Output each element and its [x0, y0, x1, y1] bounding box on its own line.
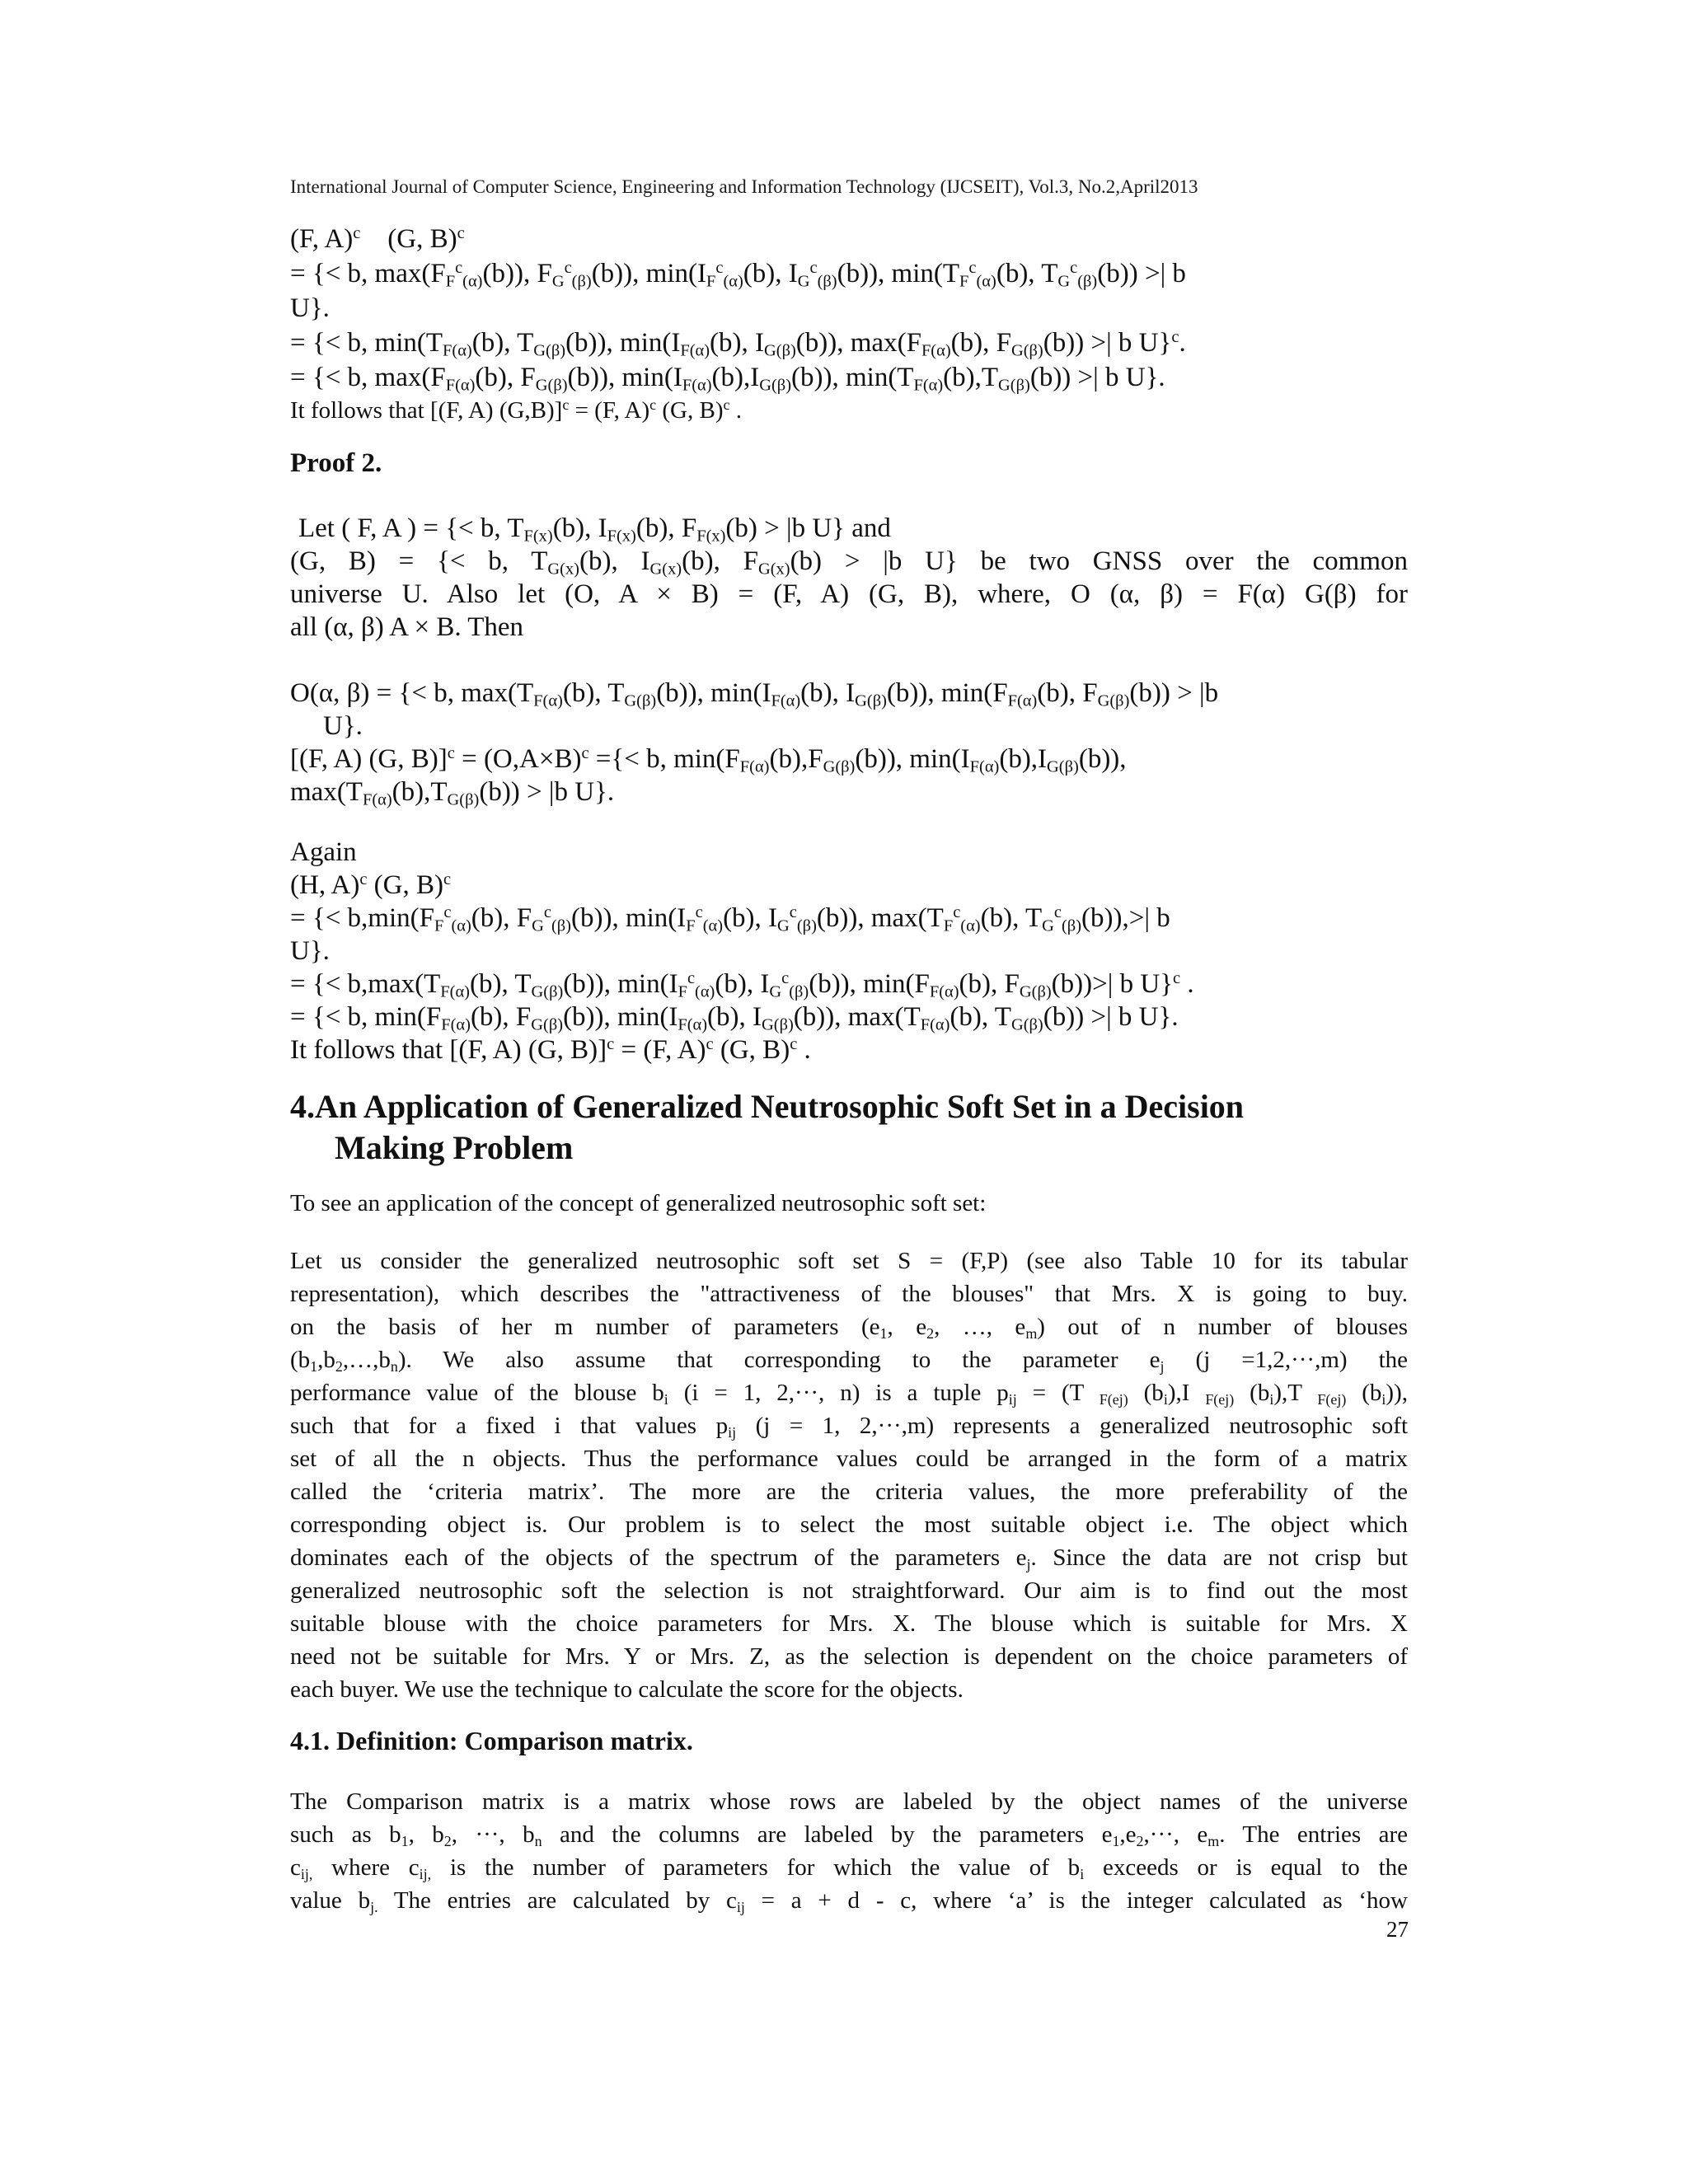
- formula-line: = {< b, $\min(T_{F(\alpha)}(b)$, $T_{G(\beta)}(b)$), $\min(I_{F(\alpha)}(b)$, $I_{G(\beta)}(b)$), $\max(F_{F(\alpha)}(b)$, $F_{G(\beta)}(b)$) >| b U}$^c$.: [290, 327, 1186, 360]
- paragraph-line: corresponding object is. Our problem is to select the most suitable object i.e. The object which: [290, 1511, 1408, 1538]
- section-heading: 4.An Application of Generalized Neutrosophic Soft Set in a Decision: [290, 1088, 1245, 1125]
- formula-line: U}.: [323, 711, 363, 741]
- formula-line: U}.: [290, 293, 330, 323]
- text-line: Again: [290, 837, 357, 867]
- formula-line: = {< b, $\max(F_{F(\alpha)}(b)$, $F_{G(\beta)}(b)$), $\min(I_{F(\alpha)}(b),I_{G(\beta)}(b))$, $\min(T_{F(\alpha)}(b),T_{G(\beta)}(b))$ >| b U}.: [290, 363, 1165, 395]
- text-line: all (α, β) A × B. Then: [290, 612, 524, 642]
- paragraph-line: value $b_{j.}$ The entries are calculated by $c_{ij} = a + d - c$, where ‘a’ is the integer calculated as ‘how: [290, 1887, 1408, 1916]
- paragraph-line: $(b_1,b_2,\dots,b_n)$. We also assume that corresponding to the parameter $e_j$ (j =1,2,···,m) the: [290, 1347, 1408, 1376]
- formula-line: Let ( F, A ) = {< b, $T_{F(x)}(b)$, $I_{F(x)}(b)$, $F_{F(x)}(b) > |b$ U} and: [298, 513, 891, 546]
- formula-line: (F, A)$^c$ (G, B)$^c$: [290, 223, 465, 254]
- intro-text: To see an application of the concept of generalized neutrosophic soft set:: [290, 1190, 987, 1216]
- paragraph-line: set of all the n objects. Thus the performance values could be arranged in the form of a matrix: [290, 1446, 1408, 1472]
- section-heading-cont: Making Problem: [335, 1129, 574, 1166]
- formula-line: = {< $b,\min(F_F^c_{(\alpha)}(b)$, $F_G^c_{(\beta)}(b)$), $\min(I_F^c_{(\alpha)}(b)$, $I_G^c_{(\beta)}(b)$), $\max(T_F^c_{(\alpha)}(b)$, $T_G^c_{(\beta)}(b)),>|$ b: [290, 902, 1170, 935]
- formula-line: It follows that [(F, A) (G, B)]$^c$ = (F, A)$^c$ (G, B)$^c$ .: [290, 1034, 811, 1065]
- formula-line: = {< b, $\min(F_{F(\alpha)}(b)$, $F_{G(\beta)}(b)$), $\min(I_{F(\alpha)}(b)$, $I_{G(\beta)}(b)$), $\max(T_{F(\alpha)}(b)$, $T_{G(\beta)}(b)$) >| b U}.: [290, 1002, 1179, 1034]
- formula-line: = {< b, $\max(F_F^c_{(\alpha)}(b))$, $F_G^c_{(\beta)}(b)$), $\min(I_F^c_{(\alpha)}(b)$, $I_G^c_{(\beta)}(b)$), $\min(T_F^c_{(\alpha)}(b)$, $T_G^c_{(\beta)}(b)$) >| b: [290, 258, 1186, 291]
- text-line: universe U. Also let (O, A × B) = (F, A) (G, B), where, O (α, β) = F(α) G(β) for: [290, 579, 1408, 609]
- paragraph-line: Let us consider the generalized neutrosophic soft set S = (F,P) (see also Table 10 for its tabular: [290, 1248, 1408, 1274]
- page-number: 27: [1386, 1917, 1409, 1942]
- formula-line: = {< $b,\max(T_{F(\alpha)}(b)$, $T_{G(\beta)}(b)$), $\min(I_F^c_{(\alpha)}(b)$, $I_G^c_{(\beta)}(b)$), $\min(F_{F(\alpha)}(b)$, $F_{G(\beta)}(b))>|$ b U}$^c$ .: [290, 968, 1194, 1001]
- paragraph-line: The Comparison matrix is a matrix whose rows are labeled by the object names of the universe: [290, 1788, 1408, 1815]
- paragraph-line: performance value of the blouse $b_i$ (i = 1, 2,···, n) is a tuple $p_{ij} = (T$ $_{F(ej)}$ $(b_i),I$ $_{F(ej)}$ $(b_i),T$ $_{F(ej)}$ $(b_i)$),: [290, 1380, 1408, 1408]
- paragraph-line: such as $b_1$, $b_2$, ···, $b_n$ and the columns are labeled by the parameters $e_1,e_2,\cdot\cdot\cdot$, $e_m$. The entries are: [290, 1821, 1409, 1850]
- paragraph-line: called the ‘criteria matrix’. The more are the criteria values, the more preferability of the: [290, 1479, 1408, 1505]
- formula-line: U}.: [290, 936, 330, 966]
- formula-line: $\max(T_{F(\alpha)}(b),T_{G(\beta)}(b)) > |b$ U}.: [290, 777, 615, 809]
- paragraph-line: need not be suitable for Mrs. Y or Mrs. Z, as the selection is dependent on the choice parameters of: [290, 1643, 1408, 1670]
- paragraph-line: such that for a fixed i that values $p_{ij}$ (j = 1, 2,···,m) represents a generalized neutrosophic soft: [290, 1413, 1408, 1441]
- paragraph-line: representation), which describes the "attractiveness of the blouses" that Mrs. X is going to buy.: [290, 1281, 1408, 1307]
- formula-line: [(F, A) (G, $B)]^c = (O,A\times B)^c$ ={< b, $\min(F_{F(\alpha)}(b),F_{G(\beta)}(b))$, $\min(I_{F(\alpha)}(b),I_{G(\beta)}(b))$,: [290, 743, 1127, 776]
- running-header: International Journal of Computer Science, Engineering and Information Technology (IJCSEIT), Vol.3, No.2,April2013: [290, 176, 1198, 197]
- text-line: (G, B) = {< b, $T_{G(x)}(b)$, $I_{G(x)}(b)$, $F_{G(x)}(b) > |b$ U} be two GNSS over the common: [290, 546, 1408, 579]
- paragraph-line: dominates each of the objects of the spectrum of the parameters $e_j$. Since the data are not crisp but: [290, 1544, 1408, 1573]
- formula-line: It follows that [(F, A) (G,B)]$^c$ = (F, A)$^c$ (G, B)$^c$ .: [290, 396, 742, 424]
- paragraph-line: $c_{ij,}$ where $c_{ij,}$ is the number of parameters for which the value of $b_i$ exceeds or is equal to the: [290, 1854, 1409, 1883]
- paragraph-line: generalized neutrosophic soft the selection is not straightforward. Our aim is to find out the most: [290, 1577, 1408, 1604]
- subsection-heading: 4.1. Definition: Comparison matrix.: [290, 1726, 693, 1755]
- formula-line: (H, A)$^c$ (G, B)$^c$: [290, 869, 452, 900]
- paragraph-line: each buyer. We use the technique to calculate the score for the objects.: [290, 1676, 964, 1703]
- paragraph-line: suitable blouse with the choice parameters for Mrs. X. The blouse which is suitable for Mrs. X: [290, 1610, 1408, 1637]
- proof-heading: Proof 2.: [290, 448, 382, 478]
- formula-line: O(α, β) = {< b, $\max(T_{F(\alpha)}(b)$, $T_{G(\beta)}(b)$), $\min(I_{F(\alpha)}(b)$, $I_{G(\beta)}(b)$), $\min(F_{F(\alpha)}(b)$, $F_{G(\beta)}(b)) > |b$: [290, 678, 1219, 710]
- paragraph-line: on the basis of her m number of parameters ($e_1$, $e_2$, …, $e_m$) out of n number of blouses: [290, 1314, 1409, 1343]
